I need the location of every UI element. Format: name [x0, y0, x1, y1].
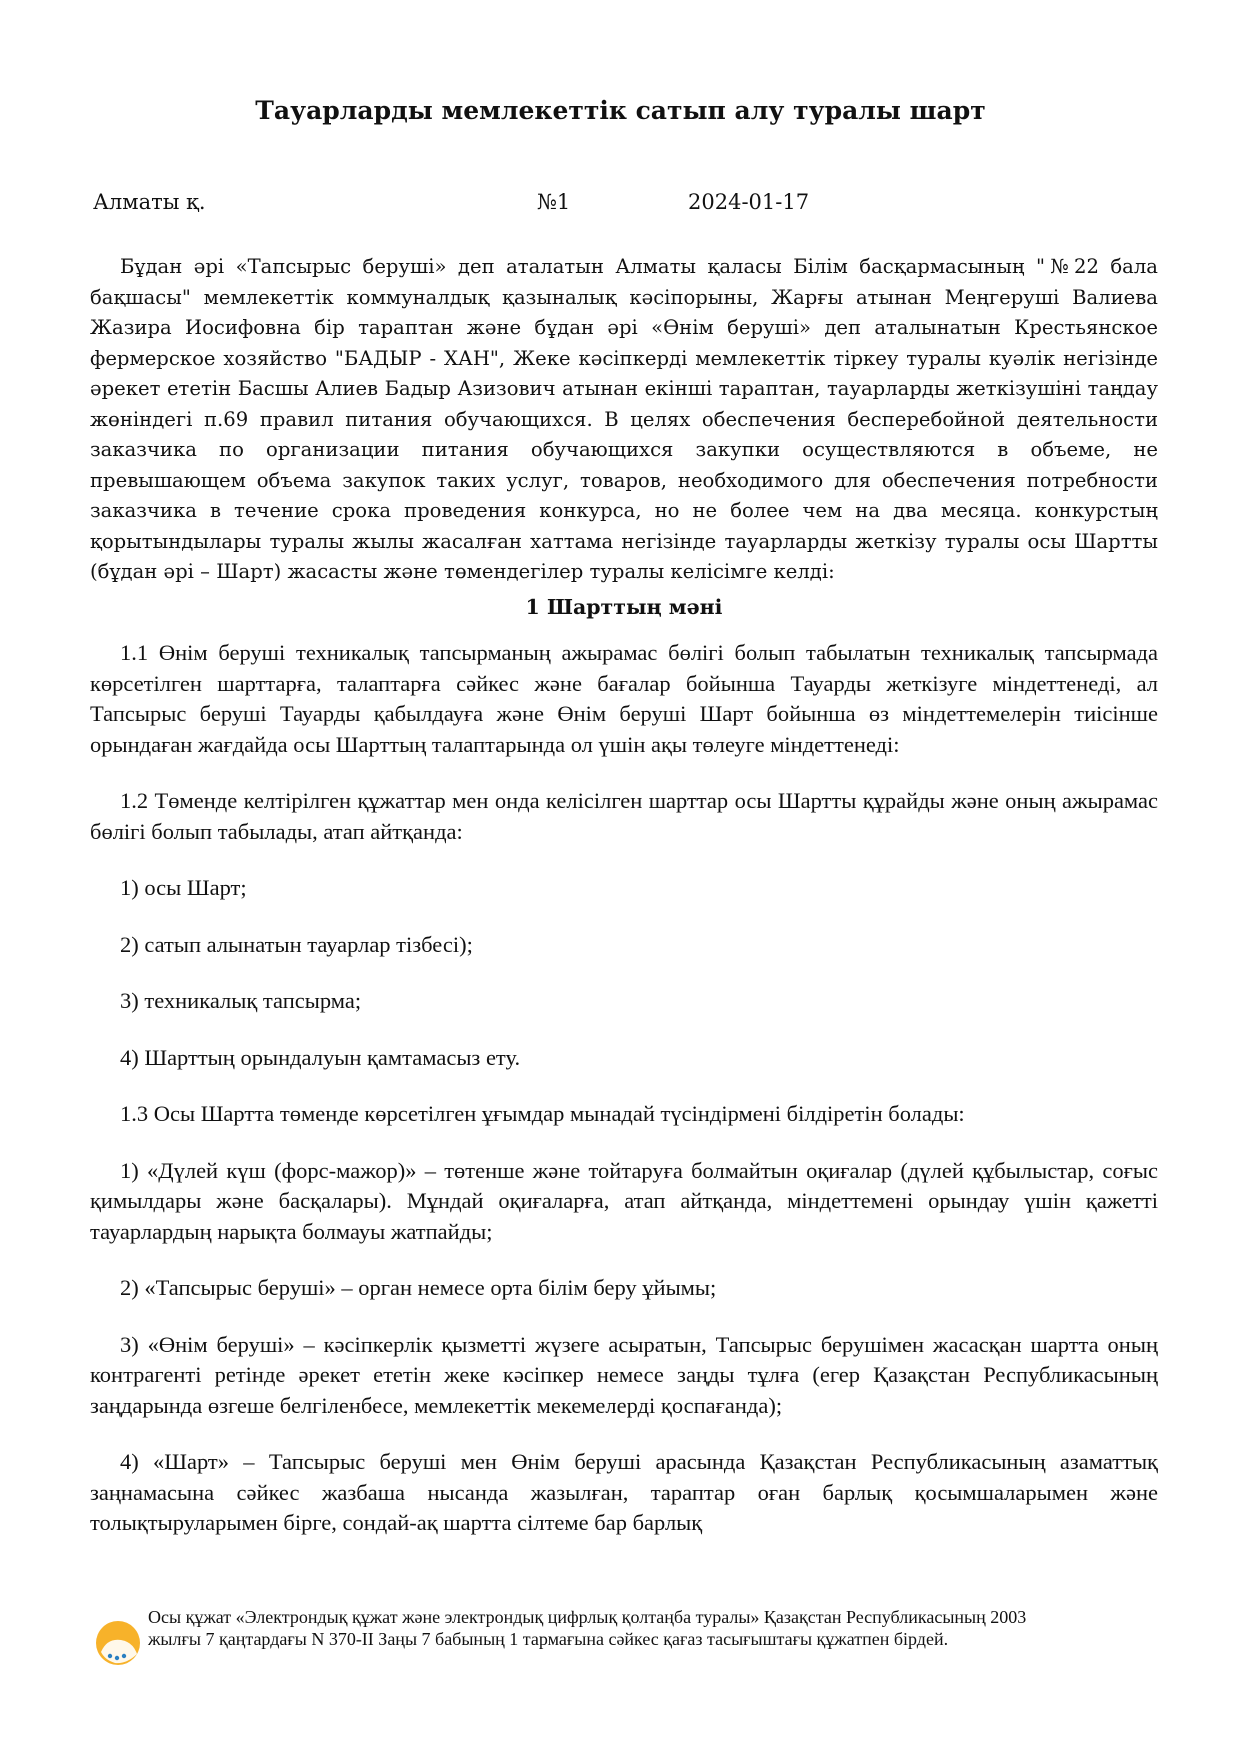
definition-item: 4) «Шарт» – Тапсырыс беруші мен Өнім беруші арасында Қазақстан Республикасының азаматтық заңнамасына сәйкес жазбаша нысанда жазылған, тараптар оған барлық қосымшаларымен және толықтыруларымен бірге, сондай-ақ шартта сілтеме бар барлық	[90, 1449, 1158, 1535]
paragraph: 1.1 Өнім беруші техникалық тапсырманың ажырамас бөлігі болып табылатын техникалық тапсырмада көрсетілген шарттарға, талаптарға сәйкес және бағалар бойынша Тауарды жеткізуге міндеттенеді, ал Тапсырыс беруші Тауарды қабылдауға және Өнім беруші Шарт бойынша өз міндеттемелерін тиісінше орындаған жағдайда осы Шарттың талаптарында ол үшін ақы төлеуге міндеттенеді:	[90, 640, 1158, 757]
esign-footer-text: Осы құжат «Электрондық құжат және электрондық цифрлық қолтаңба туралы» Қазақстан Республикасының 2003 жылғы 7 қаңтардағы N 370-II Заңы 7 бабының 1 тармағына сәйкес қағаз тасығыштағы құжатпен бірдей.	[148, 1607, 1027, 1649]
document-date: 2024-01-17	[688, 190, 810, 214]
document-title: Тауарларды мемлекеттік сатып алу туралы шарт	[255, 96, 986, 125]
intro-paragraph: Бұдан әрі «Тапсырыс беруші» деп аталатын Алматы қаласы Білім басқармасының "№22 бала бақшасы" мемлекеттік коммуналдық қазыналық кәсіпорыны, Жарғы атынан Меңгеруші Валиева Жазира Иосифовна бір тараптан және бұдан әрі «Өнім беруші» деп аталынатын Крестьянское фермерское хозяйство "БАДЫР - ХАН", Жеке кәсіпкерді мемлекеттік тіркеу туралы куәлік негізінде әрекет ететін Басшы Алиев Бадыр Азизович атынан екінші тараптан, тауарларды жеткізушіні таңдау жөніндегі п.69 правил питания обучающихся. В целях обеспечения бесперебойной деятельности заказчика по организации питания обучающихся закупки осуществляются в объеме, не превышающем объема закупок таких услуг, товаров, необходимого для обеспечения потребности заказчика в течение срока проведения конкурса, но не более чем на два месяца. конкурстың қорытындылары туралы жылы жасалған хаттама негізінде тауарларды жеткізу туралы осы Шартты (бұдан әрі – Шарт) жасасты және төмендегілер туралы келісімге келді:	[90, 255, 1158, 583]
definition-item: 1) «Дүлей күш (форс-мажор)» – төтенше және тойтаруға болмайтын оқиғалар (дүлей құбылыстар, соғыс қимылдары және басқалары). Мұндай оқиғаларға, атап айтқанда, міндеттемені орындау үшін қажетті тауарлардың нарықта болмауы жатпайды;	[90, 1157, 1158, 1244]
definition-item: 2) «Тапсырыс беруші» – орган немесе орта білім беру ұйымы;	[120, 1275, 717, 1300]
document-city: Алматы қ.	[93, 190, 206, 214]
list-item: 4) Шарттың орындалуын қамтамасыз ету.	[120, 1044, 521, 1070]
esign-footer	[0, 1600, 1241, 1754]
list-item: 1) осы Шарт;	[120, 875, 247, 900]
definition-item: 3) «Өнім беруші» – кәсіпкерлік қызметті жүзеге асыратын, Тапсырыс берушімен жасасқан шартта оның контрагенті ретінде әрекет ететін жеке кәсіпкер немесе заңды тұлға (егер Қазақстан Республикасының заңдарында өзгеше белгіленбесе, мемлекеттік мекемелерді қоспағанда);	[90, 1331, 1158, 1418]
document-body	[90, 252, 1158, 1565]
list-item: 3) техникалық тапсырма;	[120, 988, 362, 1013]
paragraph: 1.2 Төменде келтірілген құжаттар мен онда келісілген шарттар осы Шартты құрайды және оның ажырамас бөлігі болып табылады, атап айтқанда:	[90, 788, 1158, 844]
paragraph: 1.3 Осы Шартта төменде көрсетілген ұғымдар мынадай түсіндірмені білдіретін болады:	[120, 1101, 965, 1126]
section-heading: 1 Шарттың мәні	[525, 594, 723, 619]
egov-sun-logo-icon	[93, 1618, 143, 1668]
list-item: 2) сатып алынатын тауарлар тізбесі);	[120, 931, 473, 957]
document-number: №1	[537, 190, 571, 214]
